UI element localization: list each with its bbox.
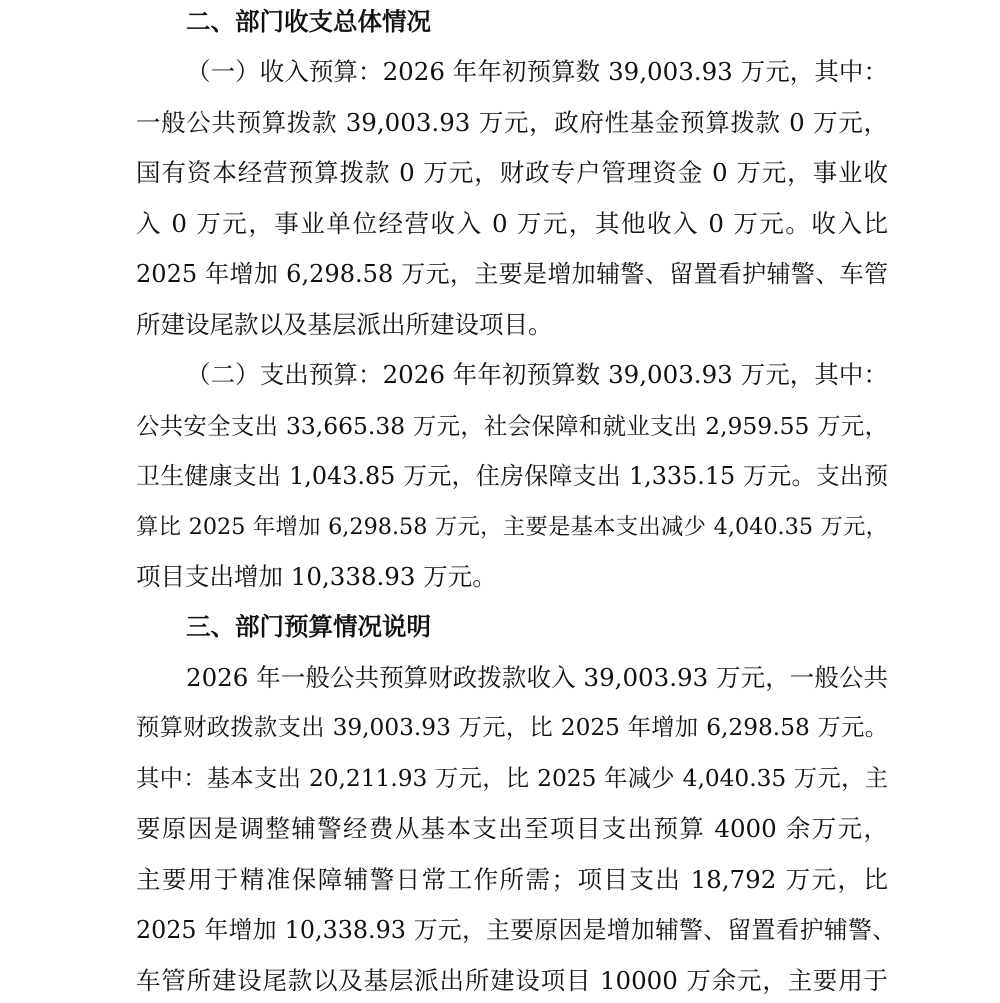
paragraph-line: 2025 年增加 6,298.58 万元，主要是增加辅警、留置看护辅警、车管 <box>136 260 888 288</box>
paragraph-line: 项目支出增加 10,338.93 万元。 <box>136 562 497 591</box>
paragraph-line: 所建设尾款以及基层派出所建设项目。 <box>136 310 553 339</box>
paragraph-line: （二）支出预算：2026 年年初预算数 39,003.93 万元，其中： <box>186 360 888 389</box>
paragraph-line: 要原因是调整辅警经费从基本支出至项目支出预算 4000 余万元， <box>136 814 888 843</box>
paragraph-line: 算比 2025 年增加 6,298.58 万元，主要是基本支出减少 4,040.35 万元， <box>136 514 888 540</box>
paragraph-line: 2026 年一般公共预算财政拨款收入 39,003.93 万元，一般公共 <box>186 663 888 692</box>
paragraph-line: 一般公共预算拨款 39,003.93 万元，政府性基金预算拨款 0 万元， <box>136 108 888 137</box>
paragraph-line: （一）收入预算：2026 年年初预算数 39,003.93 万元，其中： <box>186 57 888 86</box>
section-heading-2: 二、部门收支总体情况 <box>186 7 431 36</box>
paragraph-line: 卫生健康支出 1,043.85 万元，住房保障支出 1,335.15 万元。支出预 <box>136 462 888 490</box>
paragraph-line: 国有资本经营预算拨款 0 万元，财政专户管理资金 0 万元，事业收 <box>136 158 888 187</box>
paragraph-line: 入 0 万元，事业单位经营收入 0 万元，其他收入 0 万元。收入比 <box>136 209 888 238</box>
paragraph-line: 预算财政拨款支出 39,003.93 万元，比 2025 年增加 6,298.58 万元。 <box>136 714 888 741</box>
paragraph-line: 主要用于精准保障辅警日常工作所需；项目支出 18,792 万元，比 <box>136 865 888 894</box>
section-heading-3: 三、部门预算情况说明 <box>186 612 431 641</box>
paragraph-line: 2025 年增加 10,338.93 万元，主要原因是增加辅警、留置看护辅警、 <box>136 916 896 944</box>
paragraph-line: 车管所建设尾款以及基层派出所建设项目 10000 万余元，主要用于 <box>136 966 888 995</box>
paragraph-line: 其中：基本支出 20,211.93 万元，比 2025 年减少 4,040.35 万元，主 <box>136 765 888 792</box>
paragraph-line: 公共安全支出 33,665.38 万元，社会保障和就业支出 2,959.55 万元， <box>136 412 888 440</box>
